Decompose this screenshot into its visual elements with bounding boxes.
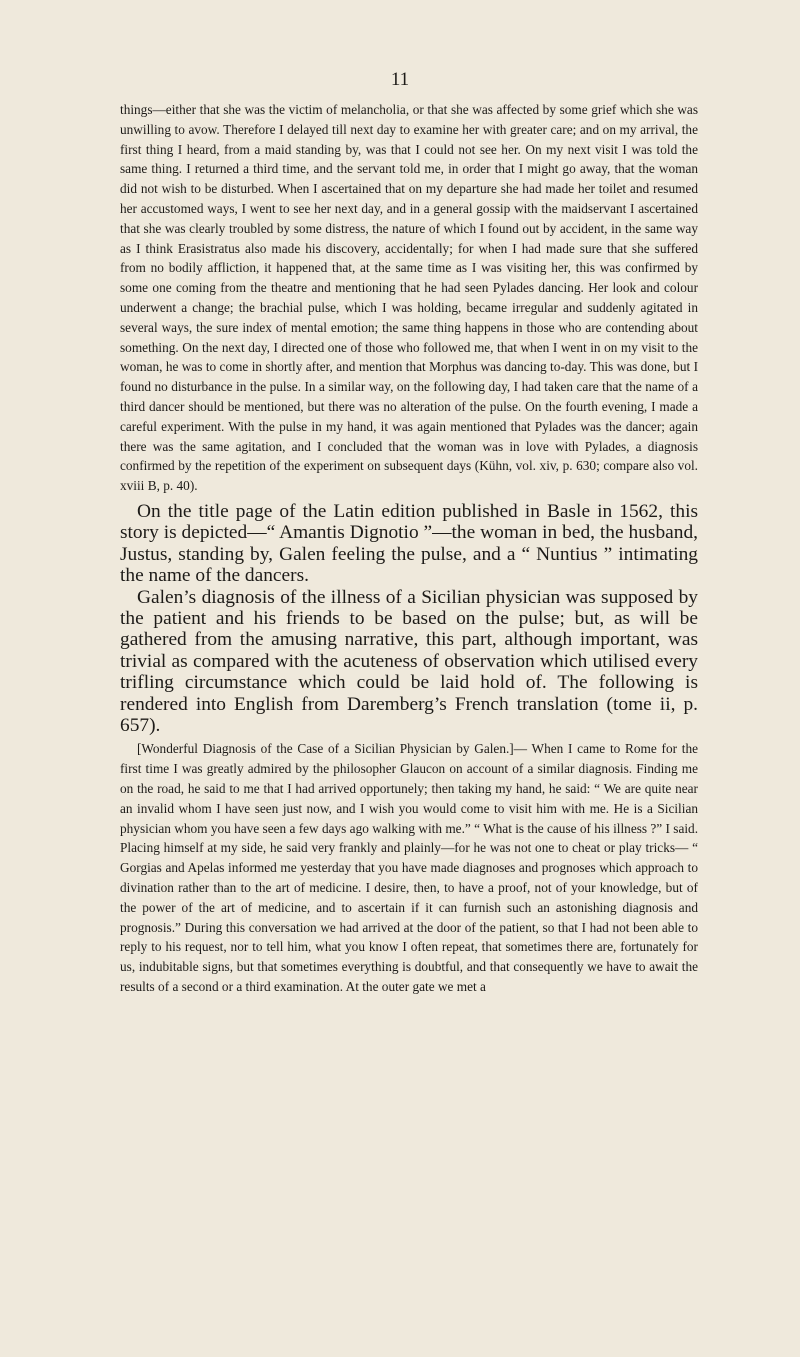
paragraph-sicilian-physician-intro: Galen’s diagnosis of the illness of a Sicilian physician was supposed by the patient and his friends to be based on the pulse; but, as will be gathered from the amusing narrative, this part, although important, was trivial as compared with the acuteness of observation which utilised every trifling circumstance which could be laid hold of. The following is rendered into English from Daremberg’s French translation (tome ii, p. 657). [120,586,698,736]
page-number: 11 [390,69,410,90]
page-body [120,100,698,997]
paragraph-galen-pylades-story: things—either that she was the victim of melancholia, or that she was affected by some grief which she was unwilling to avow. Therefore I delayed till next day to examine her with greater care; and on my arrival, the first thing I heard, from a maid standing by, was that I could not see her. On my next visit I was told the same thing. I returned a third time, and the servant told me, in order that I might go away, that the woman did not wish to be disturbed. When I ascertained that on my departure she had made her toilet and resumed her accustomed ways, I went to see her next day, and in a general gossip with the maidservant I ascertained that she was clearly troubled by some distress, the nature of which I found out by accident, in the same way as I think Erasistratus also made his discovery, accidentally; for when I had made sure that she suffered from no bodily affliction, it happened that, at the same time as I was visiting her, this was confirmed by some one coming from the theatre and mentioning that he had seen Pylades dancing. Her look and colour underwent a change; the brachial pulse, which I was holding, became irregular and suddenly agitated in several ways, the sure index of mental emotion; the same thing happens in those who are contending about something. On the next day, I directed one of those who followed me, that when I went in on my visit to the woman, he was to come in shortly after, and mention that Morphus was dancing to-day. This was done, but I found no disturbance in the pulse. In a similar way, on the following day, I had taken care that the name of a third dancer should be mentioned, but there was no alteration of the pulse. On the fourth evening, I made a careful experiment. With the pulse in my hand, it was again mentioned that Pylades was the dancer; again there was the same agitation, and I concluded that the woman was in love with Pylades, a diagnosis confirmed by the repetition of the experiment on subsequent days (Kühn, vol. xiv, p. 630; compare also vol. xviii B, p. 40). [120,102,698,494]
paragraph-basle-title-page: On the title page of the Latin edition published in Basle in 1562, this story is depicted—“ Amantis Dignotio ”—the woman in bed, the husband, Justus, standing by, Galen feeling the pulse, and a “ Nuntius ” intimating the name of the dancers. [120,500,698,587]
paragraph-wonderful-diagnosis: [Wonderful Diagnosis of the Case of a Sicilian Physician by Galen.]— When I came to Rome for the first time I was greatly admired by the philosopher Glaucon on account of a similar diagnosis. Finding me on the road, he said to me that I had arrived opportunely; then taking my hand, he said: “ We are quite near an invalid whom I have seen just now, and I wish you would come to visit him with me. He is a Sicilian physician whom you have seen a few days ago walking with me.” “ What is the cause of his illness ?” I said. Placing himself at my side, he said very frankly and plainly—for he was not one to cheat or play tricks— “ Gorgias and Apelas informed me yesterday that you have made diagnoses and prognoses which approach to divination rather than to the art of medicine. I desire, then, to have a proof, not of your knowledge, but of the power of the art of medicine, and to ascertain if it can furnish such an astonishing diagnosis and prognosis.” During this conversation we had arrived at the door of the patient, so that I had not been able to reply to his request, nor to tell him, what you know I often repeat, that sometimes there are, fortunately for us, indubitable signs, but that sometimes everything is doubtful, and that consequently we have to await the results of a second or a third examination. At the outer gate we met a [120,741,699,994]
